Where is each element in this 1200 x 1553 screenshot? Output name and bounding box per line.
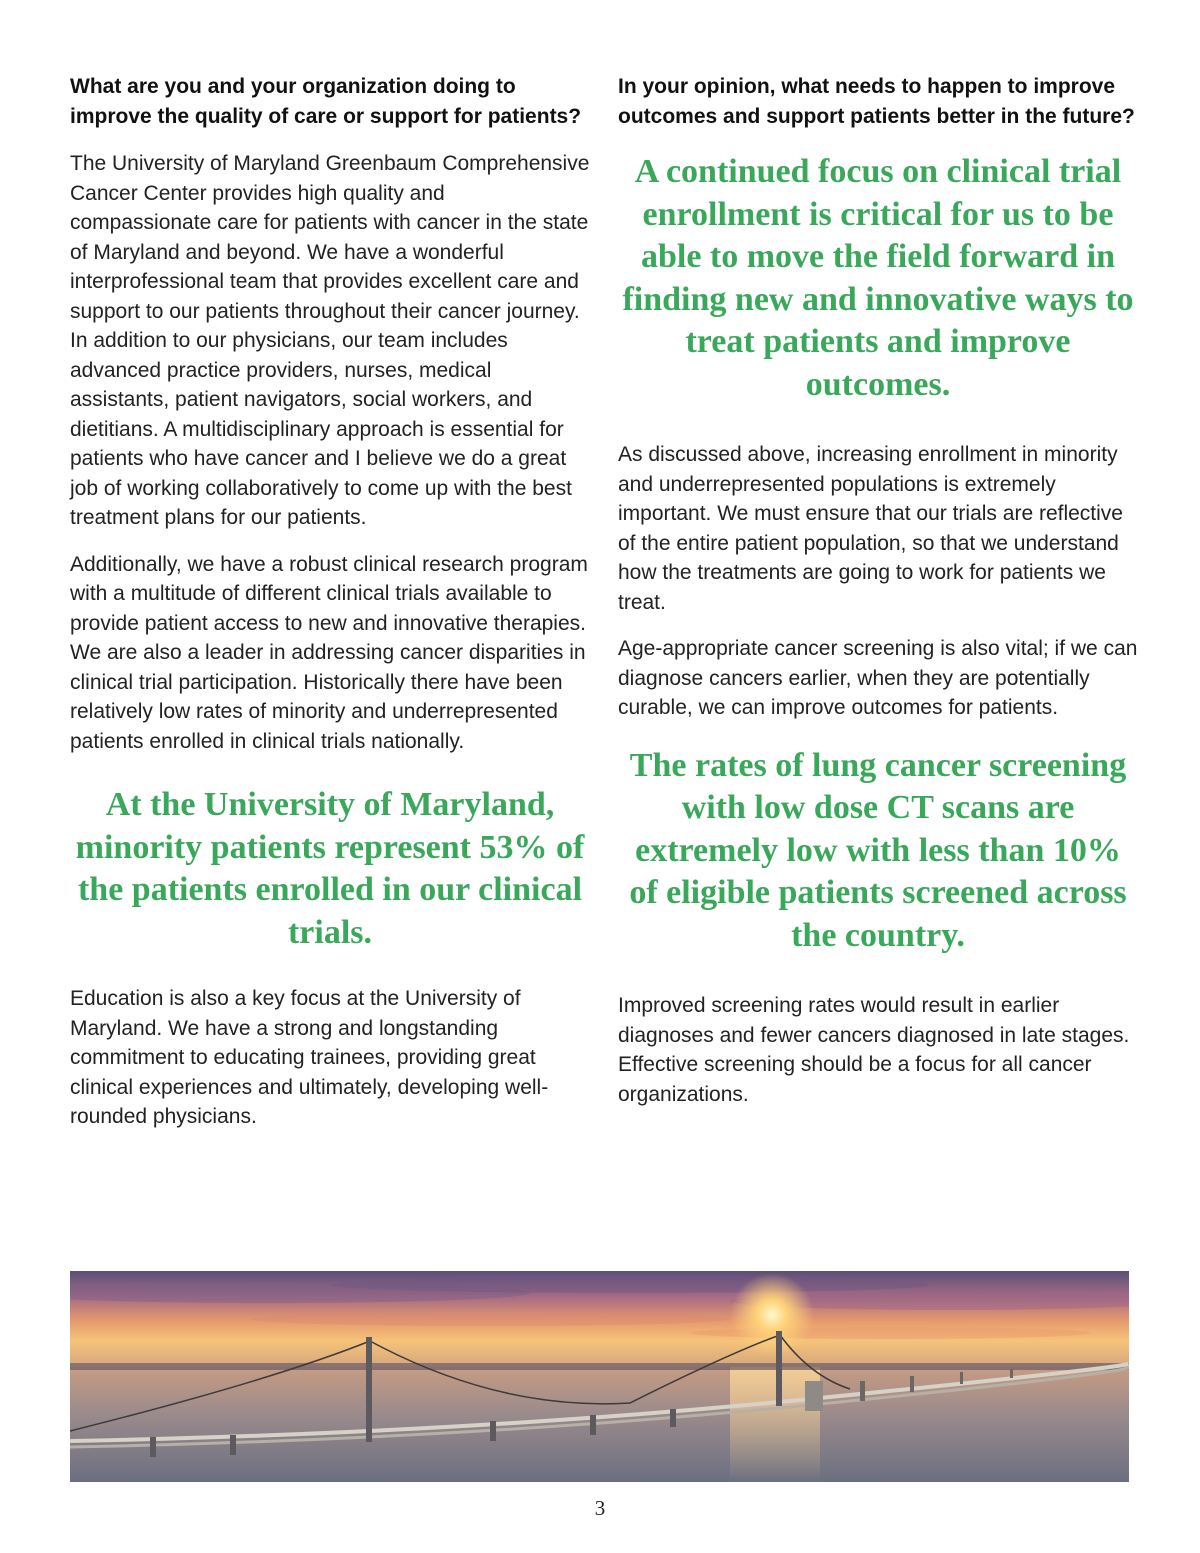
right-paragraph-3: Improved screening rates would result in earlier diagnoses and fewer cancers diagnosed in late stages. Effective screening should be a focus for all cancer organizations. xyxy=(618,994,1130,1106)
right-pull-quote-1: A continued focus on clinical trial enrollment is critical for us to be able to move the field forward in finding new and innovative ways to treat patients and improve outcomes. xyxy=(622,153,1134,403)
left-pull-quote: At the University of Maryland, minority patients represent 53% of the patients enrolled in our clinical trials. xyxy=(75,786,585,951)
left-question-heading: What are you and your organization doing to improve the quality of care or support for patients? xyxy=(70,75,582,128)
right-column xyxy=(618,72,1138,1126)
right-question-heading: In your opinion, what needs to happen to improve outcomes and support patients better in the future? xyxy=(618,75,1135,128)
right-paragraph-2: Age-appropriate cancer screening is also vital; if we can diagnose cancers earlier, when they are potentially curable, we can improve outcomes for patients. xyxy=(618,637,1138,719)
right-pull-quote-2: The rates of lung cancer screening with low dose CT scans are extremely low with less than 10% of eligible patients screened across the country. xyxy=(629,746,1127,954)
right-paragraph-1: As discussed above, increasing enrollment in minority and underrepresented populations is extremely important. We must ensure that our trials are reflective of the entire patient population, so that we understand how the treatments are going to work for patients we treat. xyxy=(618,443,1123,614)
left-paragraph-2: Additionally, we have a robust clinical research program with a multitude of different clinical trials available to provide patient access to new and innovative therapies. We are also a leader in addressing cancer disparities in clinical trial participation. Historically there have been relatively low rates of minority and underrepresented patients enrolled in clinical trials nationally. xyxy=(70,552,588,753)
sunset-bridge-photo xyxy=(70,1271,1129,1482)
page-number: 3 xyxy=(594,1496,606,1520)
left-paragraph-1: The University of Maryland Greenbaum Comprehensive Cancer Center provides high quality and compassionate care for patients with cancer in the state of Maryland and beyond. We have a wonderful interprofessional team that provides excellent care and support to our patients throughout their cancer journey. In addition to our physicians, our team includes advanced practice providers, nurses, medical assistants, patient navigators, social workers, and dietitians. A multidisciplinary approach is essential for patients who have cancer and I believe we do a great job of working collaboratively to come up with the best treatment plans for our patients. xyxy=(70,152,590,529)
left-paragraph-3: Education is also a key focus at the University of Maryland. We have a strong and longstanding commitment to educating trainees, providing great clinical experiences and ultimately, developing well-rounded physicians. xyxy=(70,987,549,1128)
left-column xyxy=(70,72,590,1149)
